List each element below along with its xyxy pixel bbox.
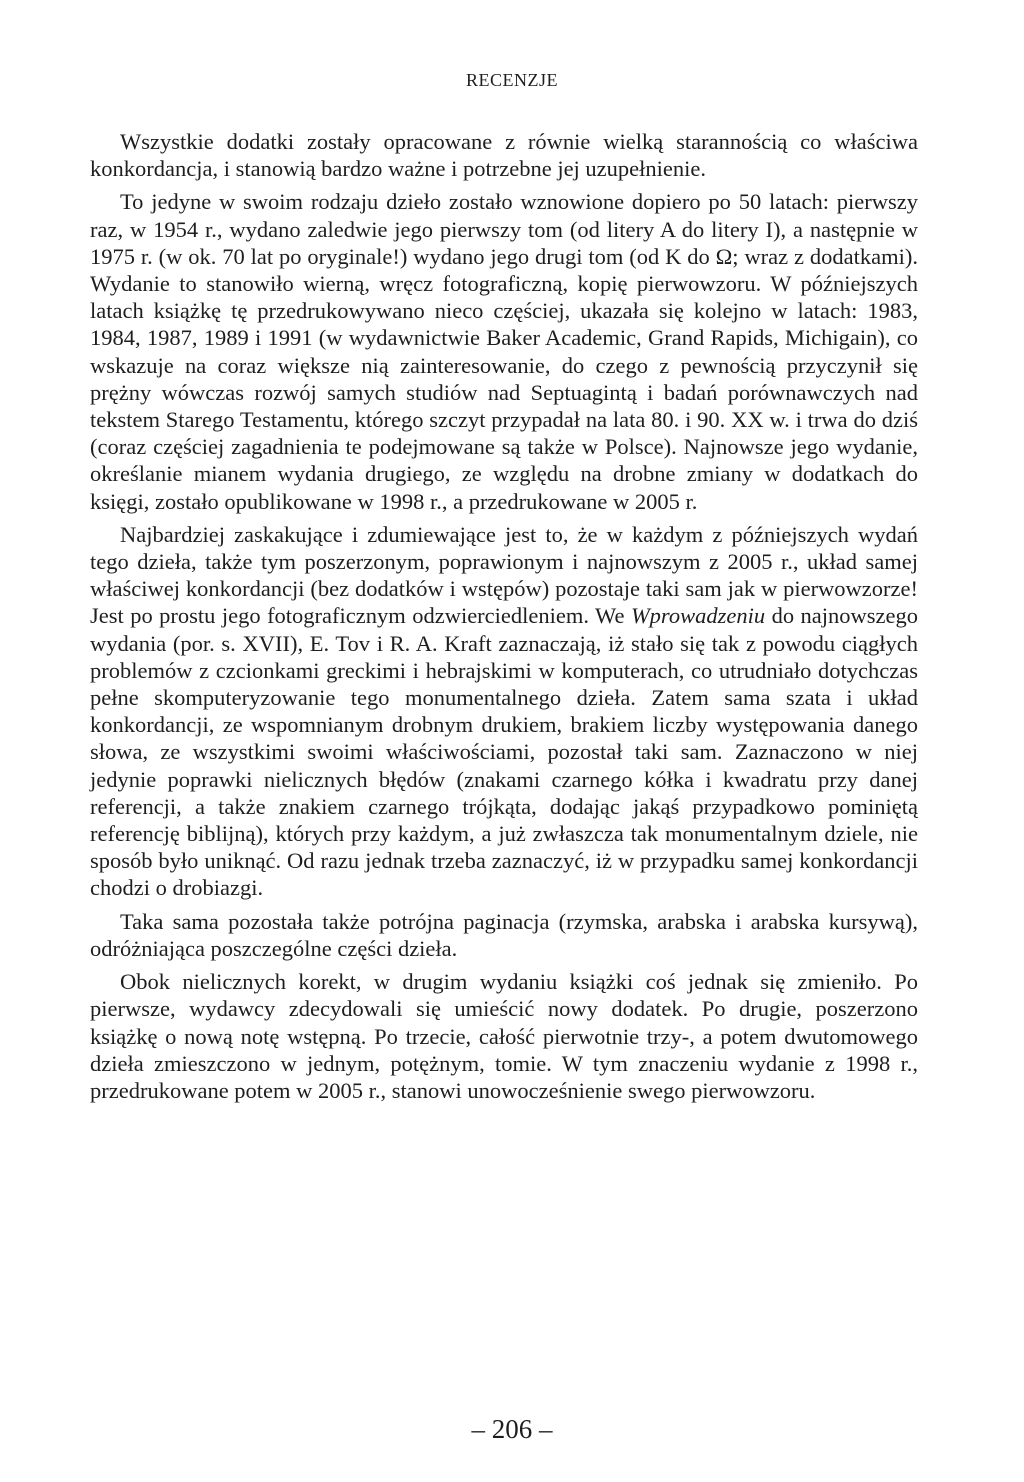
article-body [90,128,918,1110]
italic-title: Wprowadzeniu [630,603,766,629]
paragraph-5: Obok nielicznych korekt, w drugim wydaniu książki coś jednak się zmieniło. Po pierwsze, wydawcy zdecydowali się umieścić nowy dodatek. Po drugie, poszerzono książkę o nową notę wstępną. Po trzecie, całość pierwotnie trzy-, a potem dwutomowego dzieła zmieszczono w jednym, potężnym, tomie. W tym znaczeniu wydanie z 1998 r., przedrukowane potem w 2005 r., stanowi unowocześnienie swego pierwowzoru. [90,969,918,1103]
paragraph-2: To jedyne w swoim rodzaju dzieło zostało wznowione dopiero po 50 latach: pierwszy raz, w 1954 r., wydano zaledwie jego pierwszy tom (od litery A do litery I), a następnie w 1975 r. (w ok. 70 lat po oryginale!) wydano jego drugi tom (od K do Ω; wraz z dodatkami). Wydanie to stanowiło wierną, wręcz fotograficzną, kopię pierwowzoru. W późniejszych latach książkę tę przedrukowywano nieco częściej, ukazała się kolejno w latach: 1983, 1984, 1987, 1989 i 1991 (w wydawnictwie Baker Academic, Grand Rapids, Michigain), co wskazuje na coraz większe nią zainteresowanie, do czego z pewnością przyczynił się prężny wówczas rozwój samych studiów nad Septuagintą i badań porównawczych nad tekstem Starego Testamentu, którego szczyt przypadał na lata 80. i 90. XX w. i trwa do dziś (coraz częściej zagadnienia te podejmowane są także w Polsce). Najnowsze jego wydanie, określanie mianem wydania drugiego, ze względu na drobne zmiany w dodatkach do księgi, zostało opublikowane w 1998 r., a przedrukowane w 2005 r. [90,189,918,514]
paragraph-3-part-1: Najbardziej zaskakujące i zdumiewające jest to, że w każdym z późniejszych wydań tego dzieła, także tym poszerzonym, poprawionym i najnowszym z 2005 r., układ samej właściwej konkordancji (bez dodatków i wstępów) pozostaje taki sam jak w pierwowzorze! Jest po prostu jego fotograficznym odzwierciedleniem. We [90,521,918,629]
paragraph-4: Taka sama pozostała także potrójna paginacja (rzymska, arabska i arabska kursywą), odróżniająca poszczególne części dzieła. [90,908,918,961]
paragraph-1: Wszystkie dodatki zostały opracowane z równie wielką starannością co właściwa konkordancja, i stanowią bardzo ważne i potrzebne jej uzupełnienie. [90,129,918,182]
paragraph-3-part-2: do najnowszego wydania (por. s. XVII), E. Tov i R. A. Kraft zaznaczają, iż stało się tak z powodu ciągłych problemów z czcionkami greckimi i hebrajskimi w komputerach, co utrudniało dotychczas pełne skomputeryzowanie tego monumentalnego dzieła. Zatem sama szata i układ konkordancji, ze wspomnianym drobnym drukiem, brakiem liczby występowania danego słowa, ze wszystkimi swoimi właściwościami, pozostał taki sam. Zaznaczono w niej jedynie poprawki nielicznych błędów (znakami czarnego kółka i kwadratu przy danej referencji, a także znakiem czarnego trójkąta, dodając jakąś przypadkowo pominiętą referencję biblijną), których przy każdym, a już zwłaszcza tak monumentalnym dziele, nie sposób było uniknąć. Od razu jednak trzeba zaznaczyć, iż w przypadku samej konkordancji chodzi o drobiazgi. [90,603,918,901]
paragraph-3 [90,521,918,902]
running-header: RECENZJE [466,70,558,90]
page-number: – 206 – [471,1414,553,1444]
